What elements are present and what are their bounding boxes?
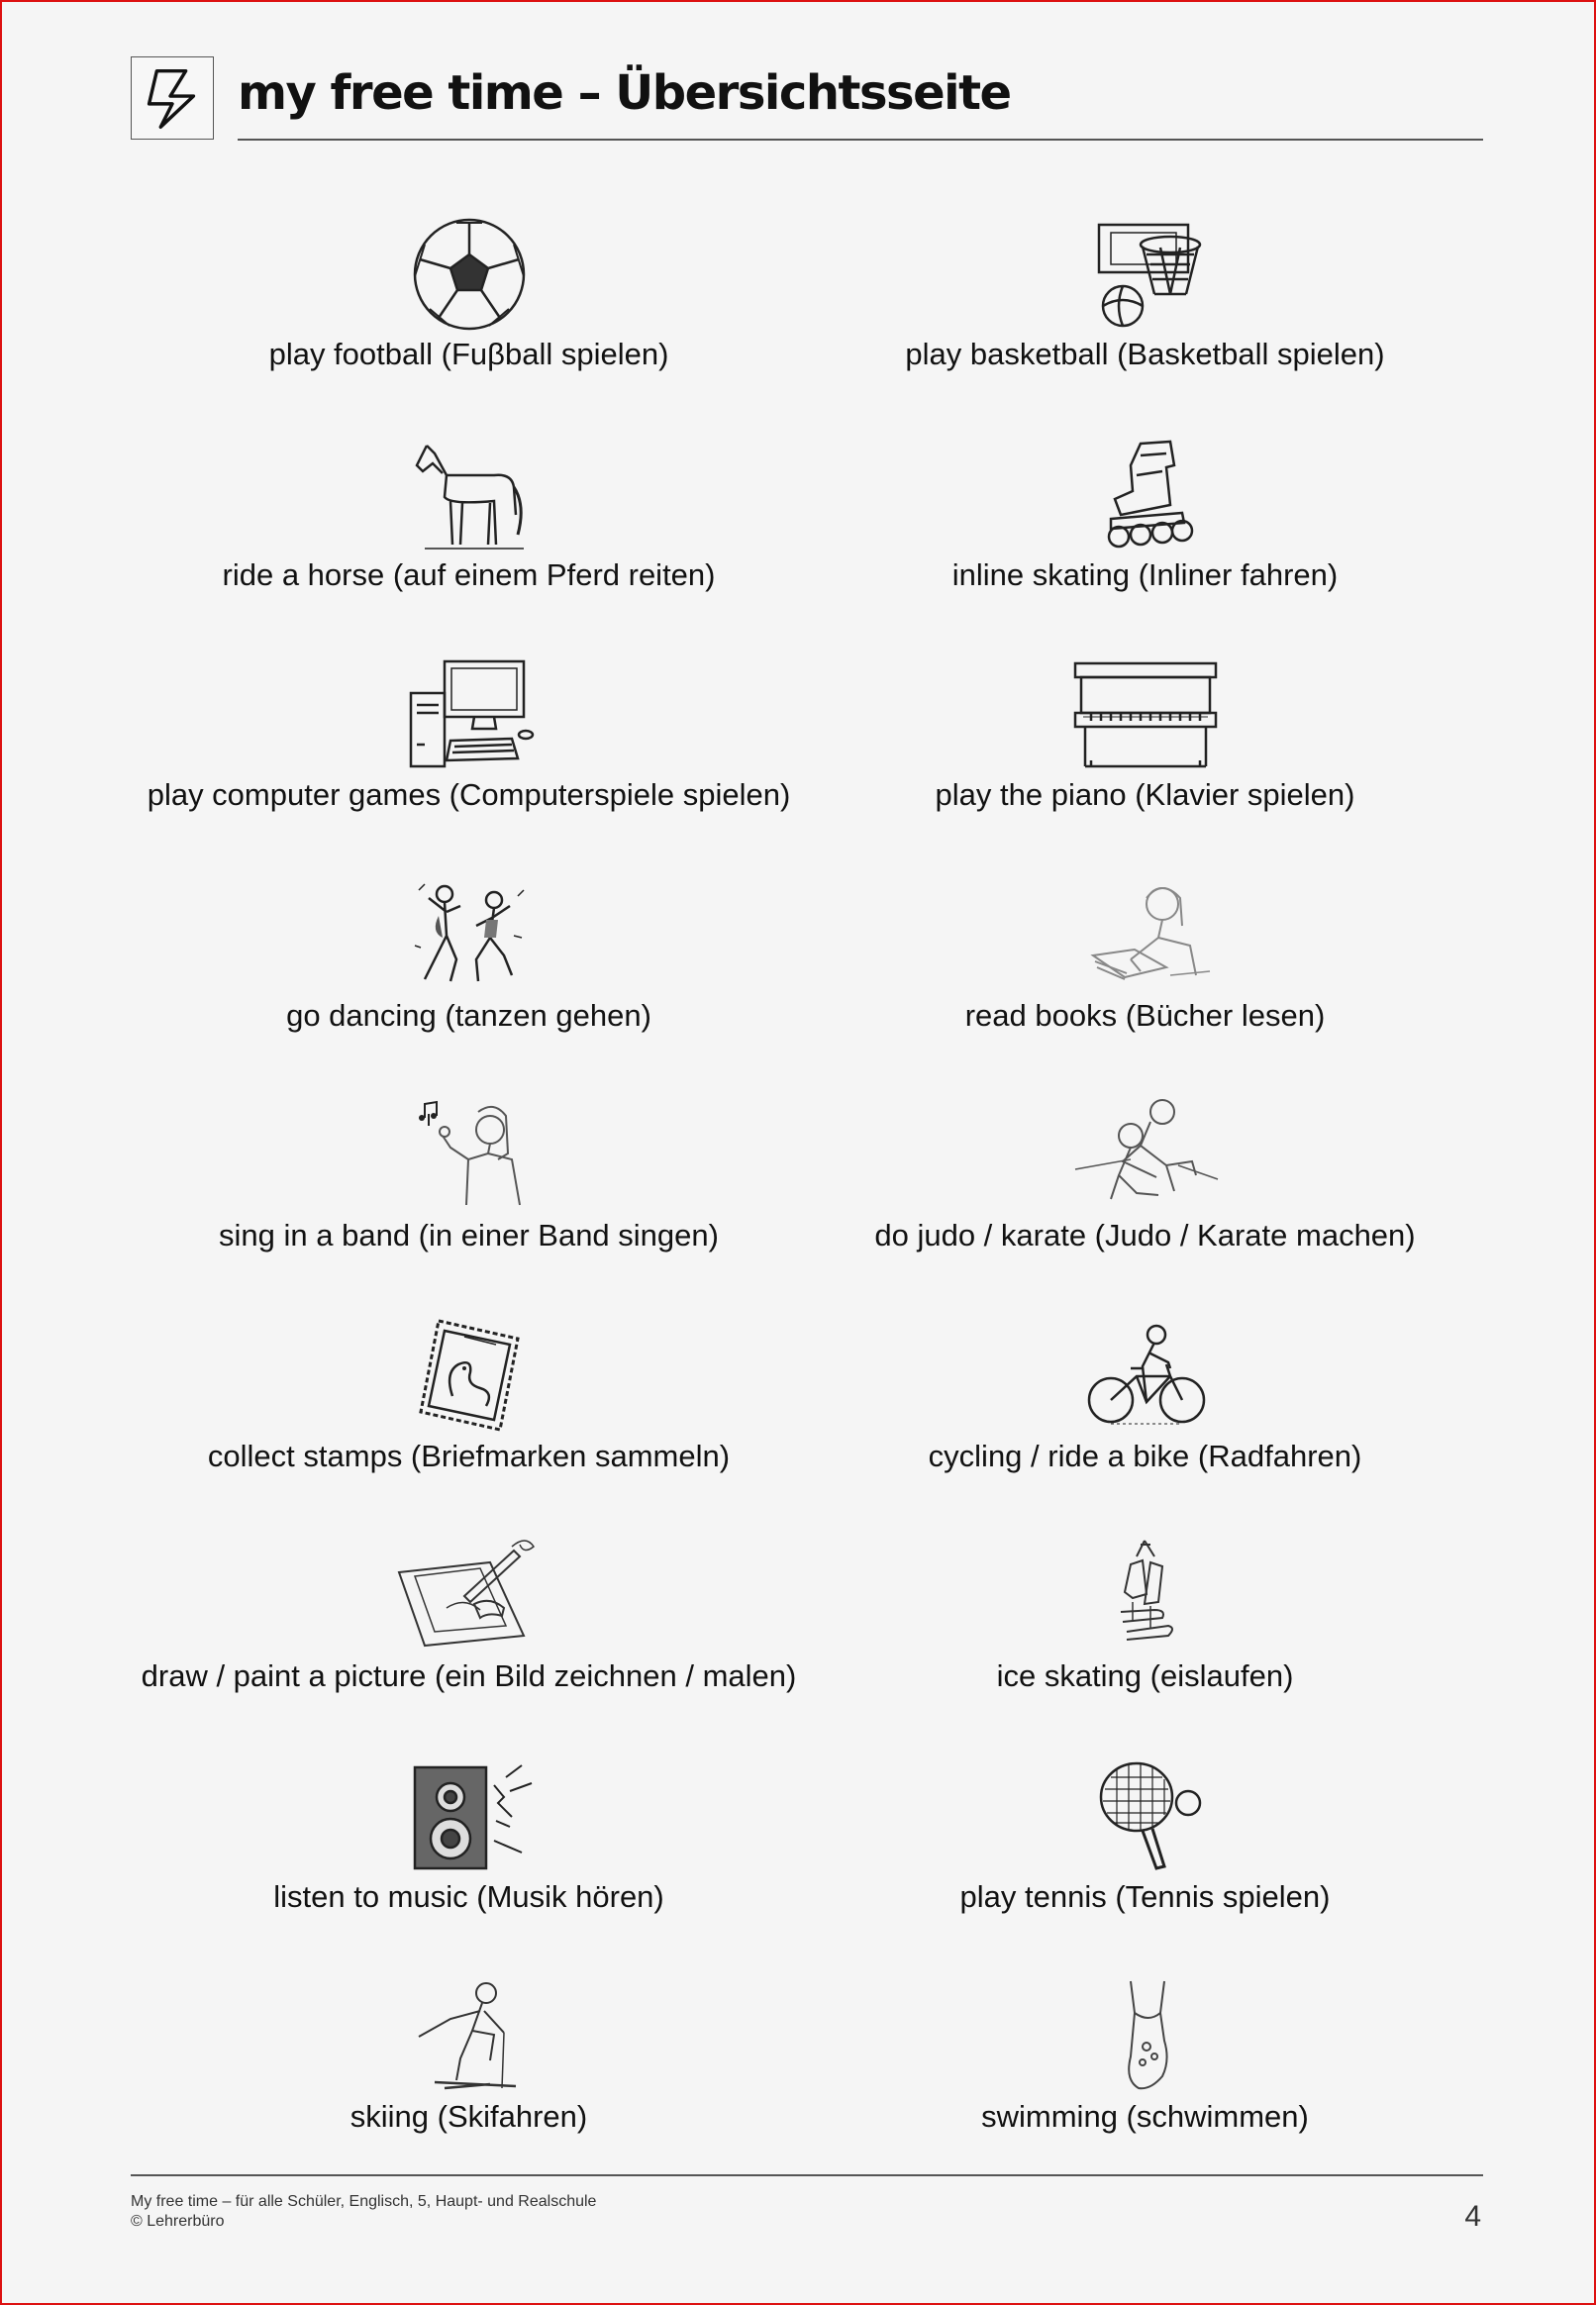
activity-label: play computer games (Computerspiele spielen) — [147, 777, 791, 812]
activity-item — [131, 1743, 807, 1963]
activity-label: do judo / karate (Judo / Karate machen) — [874, 1218, 1416, 1253]
activity-label: collect stamps (Briefmarken sammeln) — [207, 1438, 731, 1473]
activity-label: play tennis (Tennis spielen) — [959, 1878, 1331, 1914]
tennis-icon — [1071, 1757, 1220, 1876]
activity-grid — [131, 200, 1483, 2183]
title-divider — [238, 139, 1483, 141]
footer-copyright: © Lehrerbüro — [131, 2213, 225, 2230]
drawing-icon — [395, 1537, 544, 1655]
activity-item — [807, 1081, 1483, 1302]
publisher-logo — [131, 56, 214, 140]
lightning-logo-icon — [132, 57, 213, 139]
footer-source: My free time – für alle Schüler, Englisch, 5, Haupt- und Realschule — [131, 2193, 597, 2210]
football-icon — [395, 215, 544, 334]
activity-label: inline skating (Inliner fahren) — [951, 556, 1339, 592]
activity-label: sing in a band (in einer Band singen) — [219, 1218, 719, 1253]
footer-divider — [131, 2174, 1483, 2176]
inline-skate-icon — [1071, 436, 1220, 554]
basketball-icon — [1071, 215, 1220, 334]
computer-icon — [395, 655, 544, 774]
page-number: 4 — [1464, 2200, 1481, 2233]
piano-icon — [1071, 655, 1220, 774]
activity-item — [807, 200, 1483, 421]
speaker-icon — [395, 1757, 544, 1876]
activity-item — [131, 641, 807, 861]
activity-label: ice skating (eislaufen) — [996, 1658, 1294, 1693]
ice-skates-icon — [1071, 1537, 1220, 1655]
activity-label: play the piano (Klavier spielen) — [935, 777, 1355, 812]
activity-label: swimming (schwimmen) — [981, 2099, 1309, 2134]
swimsuit-icon — [1071, 1977, 1220, 2096]
reading-icon — [1071, 876, 1220, 995]
activity-item — [131, 1522, 807, 1743]
skiing-icon — [395, 1977, 544, 2096]
activity-item — [807, 1302, 1483, 1523]
activity-item — [807, 1962, 1483, 2183]
activity-label: ride a horse (auf einem Pferd reiten) — [222, 556, 716, 592]
stamp-icon — [395, 1317, 544, 1436]
activity-item — [131, 200, 807, 421]
activity-label: play basketball (Basketball spielen) — [905, 337, 1385, 371]
activity-item — [807, 421, 1483, 642]
activity-label: play football (Fuβball spielen) — [268, 337, 669, 371]
activity-item — [807, 861, 1483, 1082]
bicycle-icon — [1071, 1317, 1220, 1436]
activity-item — [131, 1962, 807, 2183]
activity-item — [807, 641, 1483, 861]
page-title: my free time – Übersichtsseite — [238, 65, 1011, 121]
dancing-icon — [395, 876, 544, 995]
horse-icon — [395, 436, 544, 554]
activity-item — [131, 421, 807, 642]
activity-item — [131, 1081, 807, 1302]
activity-label: skiing (Skifahren) — [349, 2099, 588, 2134]
activity-item — [131, 861, 807, 1082]
activity-item — [131, 1302, 807, 1523]
activity-label: draw / paint a picture (ein Bild zeichnen / malen) — [141, 1658, 797, 1693]
activity-label: listen to music (Musik hören) — [273, 1878, 664, 1914]
activity-label: cycling / ride a bike (Radfahren) — [928, 1438, 1362, 1473]
singing-icon — [395, 1096, 544, 1215]
activity-label: read books (Bücher lesen) — [964, 997, 1326, 1033]
activity-item — [807, 1522, 1483, 1743]
activity-item — [807, 1743, 1483, 1963]
judo-icon — [1071, 1096, 1220, 1215]
activity-label: go dancing (tanzen gehen) — [286, 997, 651, 1033]
